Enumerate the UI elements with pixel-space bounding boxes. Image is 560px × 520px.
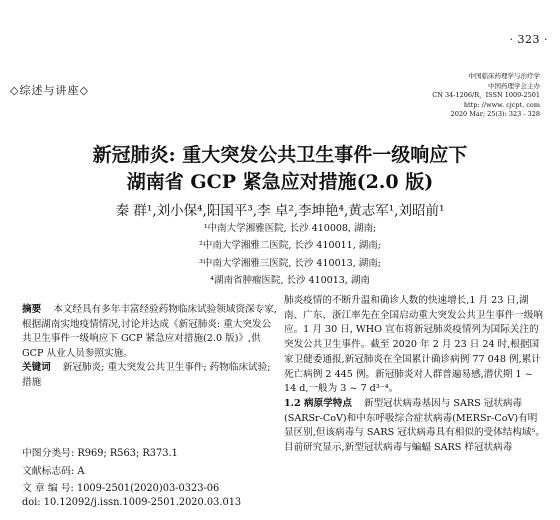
- body-paragraph: 肺炎疫情的不断升温和确诊人数的快速增长,1 月 23 日,湖南、广东、浙江率先在全国启动重大突发公共卫生事件一级响应。1 月 30 日, WHO 宣布将新冠肺炎疫情列为国际关注的突发公共卫生事件。截至 2020 年 2 月 23 日 24 时,根据国家卫健委通报,新冠肺炎在全国累计确诊病例 77 048 例,累计死亡病例 2 445 例。新冠肺炎对人群普遍易感,潜伏期 1 ~ 14 d,一般为 3 ~ 7 d³⁻⁴。: [284, 295, 544, 395]
- keywords-label: 关键词: [22, 362, 51, 374]
- article-number-value: 1009-2501(2020)03-0323-06: [76, 483, 220, 494]
- journal-info: [390, 72, 540, 120]
- article-title-line-2: 湖南省 GCP 紧急应对措施(2.0 版): [126, 171, 434, 193]
- article-number-label: 文 章 编 号:: [22, 483, 74, 494]
- journal-info-line: http: //www. cjcpt. com: [463, 100, 540, 109]
- section-label: ◇综述与讲座◇: [10, 84, 89, 97]
- affiliation: ¹中南大学湘雅医院, 长沙 410008, 湖南;: [203, 223, 377, 234]
- doc-code-label: 文献标志码:: [22, 466, 75, 477]
- abstract-text: 本文经具有多年丰富经验药物临床试验领域资深专家,根据湖南实地疫情情况,讨论并达成《新冠肺炎: 重大突发公共卫生事件一级响应下 GCP 紧急应对措施(2.0 版)》,供 GCP 从业人员参照实施。: [22, 304, 277, 359]
- journal-info-line: 中国临床药理学与治疗学: [468, 72, 540, 80]
- author-list: 秦 群¹,刘小保⁴,阳国平³,李 卓²,李坤艳⁴,黄志军¹,刘昭前¹: [115, 203, 445, 219]
- clc-label: 中图分类号:: [22, 448, 75, 459]
- doi-value: 10.12092/j.issn.1009-2501.2020.03.013: [43, 497, 242, 508]
- journal-info-line: 中国药理学会主办: [488, 81, 540, 90]
- journal-info-line: CN 34-1206/R，ISSN 1009-2501: [432, 91, 540, 100]
- affiliation: ³中南大学湘雅三医院, 长沙 410013, 湖南;: [199, 258, 381, 269]
- journal-info-line: 2020 Mar; 25(3): 323 - 328: [450, 110, 540, 119]
- doc-code-row: [22, 463, 277, 477]
- affiliation: ⁴湖南省肿瘤医院, 长沙 410013, 湖南: [210, 275, 370, 286]
- keywords-text: 新冠肺炎; 重大突发公共卫生事件; 药物临床试验; 措施: [22, 362, 271, 388]
- abstract-label: 摘要: [22, 304, 42, 315]
- article-title-line-1: 新冠肺炎: 重大突发公共卫生事件一级响应下: [92, 144, 468, 166]
- body-paragraph: 新型冠状病毒基因与 SARS 冠状病毒(SARSr-CoV)和中东呼吸综合症状病毒(MERSr-CoV)有明显区别,但该病毒与 SARS 冠状病毒具有相似的受体结构域⁵。目前研究显示,新型冠状病毒与蝙蝠 SARS 样冠状病毒: [284, 397, 545, 454]
- body-text-right-column: [284, 294, 546, 456]
- section-heading: 1.2 病原学特点: [284, 397, 352, 409]
- abstract-block: [22, 303, 277, 391]
- affiliation: ²中南大学湘雅二医院, 长沙 410011, 湖南;: [199, 240, 381, 251]
- article-number-row: [22, 480, 277, 494]
- doc-code-value: A: [77, 466, 85, 477]
- clc-row: [22, 445, 277, 459]
- clc-value: R969; R563; R373.1: [77, 448, 178, 459]
- page-number: · 323 ·: [509, 33, 548, 46]
- doi-row: [22, 497, 277, 508]
- doi-label: doi:: [22, 497, 41, 508]
